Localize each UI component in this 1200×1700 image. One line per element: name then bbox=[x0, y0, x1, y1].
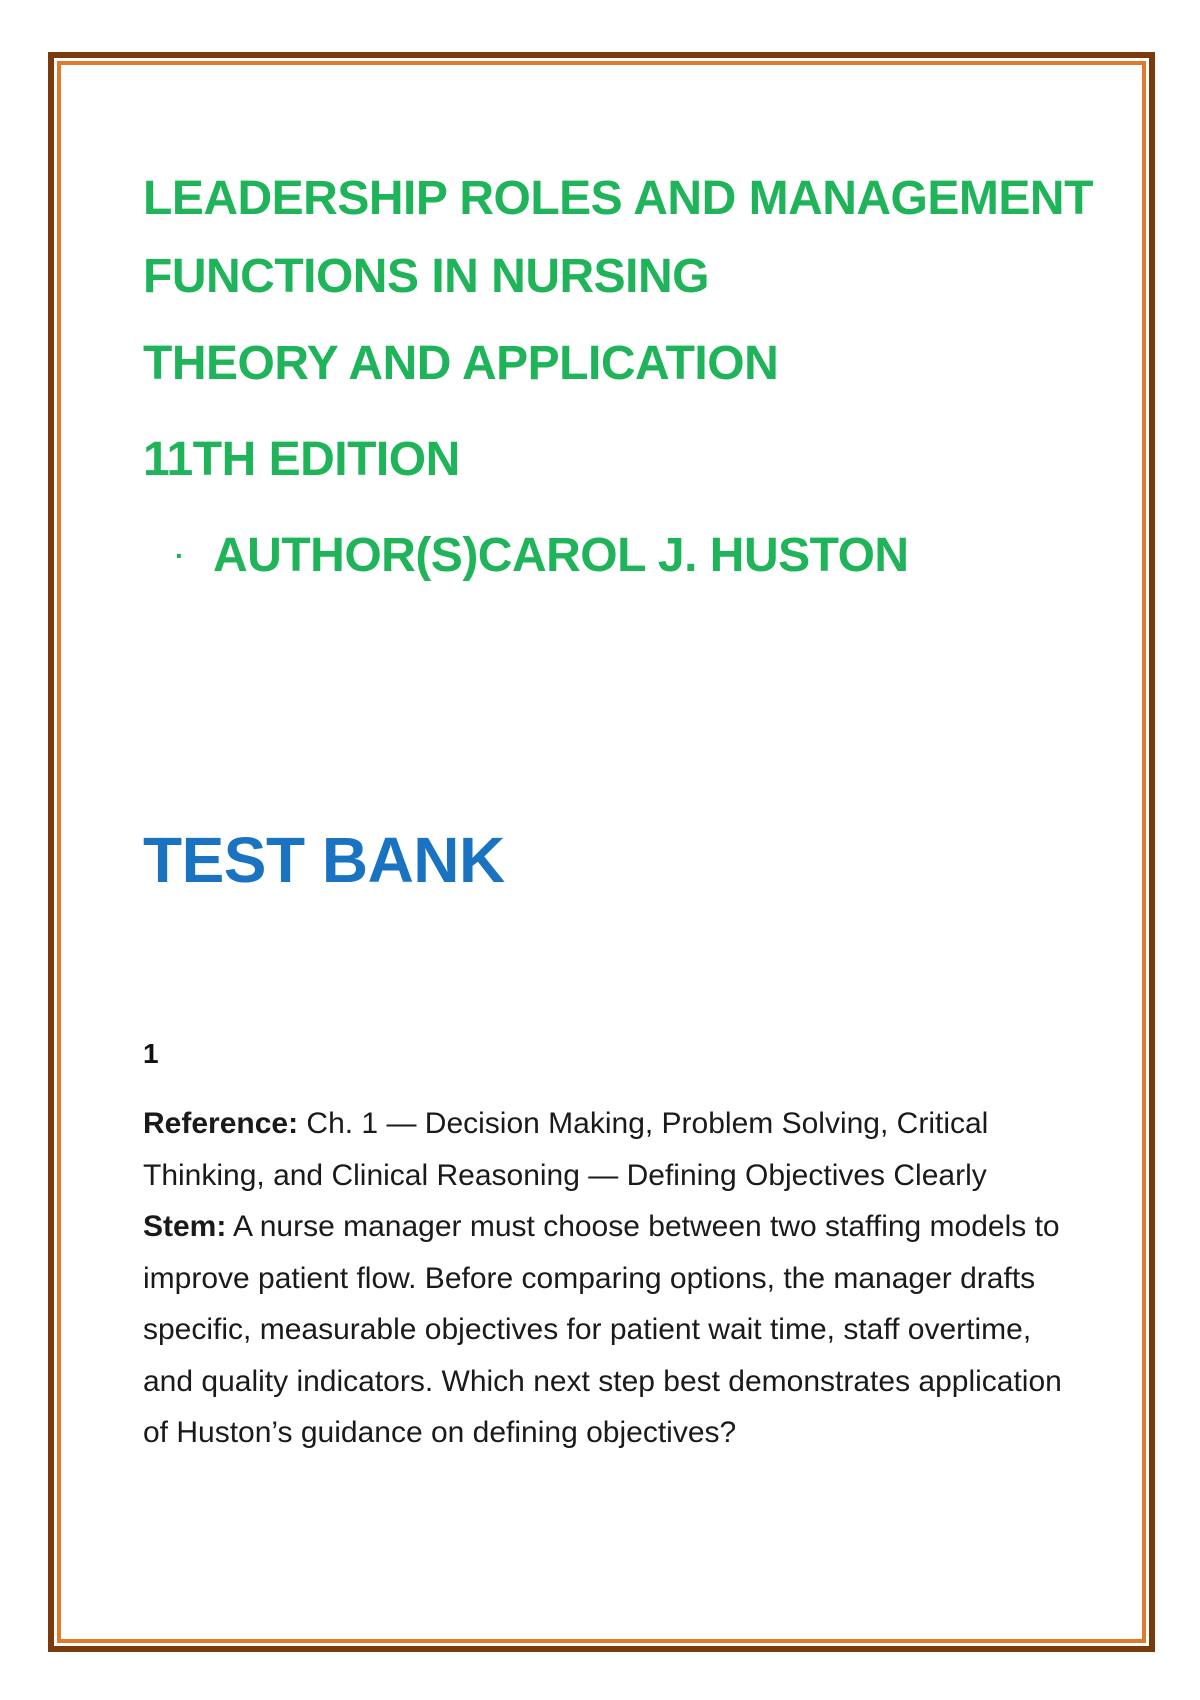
book-edition: 11TH EDITION bbox=[143, 433, 460, 486]
question-body bbox=[143, 1098, 1063, 1459]
stem-label: Stem: bbox=[143, 1210, 227, 1243]
author-name: AUTHOR(S)CAROL J. HUSTON bbox=[213, 529, 909, 582]
reference-text: Ch. 1 — Decision Making, Problem Solving, Critical Thinking, and Clinical Reasoning — Defining Objectives Clearly bbox=[143, 1107, 989, 1192]
test-bank-heading: TEST BANK bbox=[143, 824, 505, 896]
author-row bbox=[143, 526, 1073, 586]
book-title-line-1: LEADERSHIP ROLES AND MANAGEMENT bbox=[143, 172, 1093, 225]
title-section bbox=[143, 160, 1093, 586]
book-subtitle: THEORY AND APPLICATION bbox=[143, 337, 779, 390]
question-number: 1 bbox=[143, 1038, 159, 1069]
author-bullet: · bbox=[175, 540, 185, 571]
book-title-line-2: FUNCTIONS IN NURSING bbox=[143, 250, 709, 303]
stem-text: A nurse manager must choose between two staffing models to improve patient flow. Before comparing options, the manager drafts specific, measurable objectives for patient wait time, staff overtime, and quality indicators. Which next step best demonstrates application of Huston’s guidance on defining objectives? bbox=[143, 1210, 1062, 1449]
reference-label: Reference: bbox=[143, 1107, 299, 1140]
book-title bbox=[143, 160, 1093, 316]
